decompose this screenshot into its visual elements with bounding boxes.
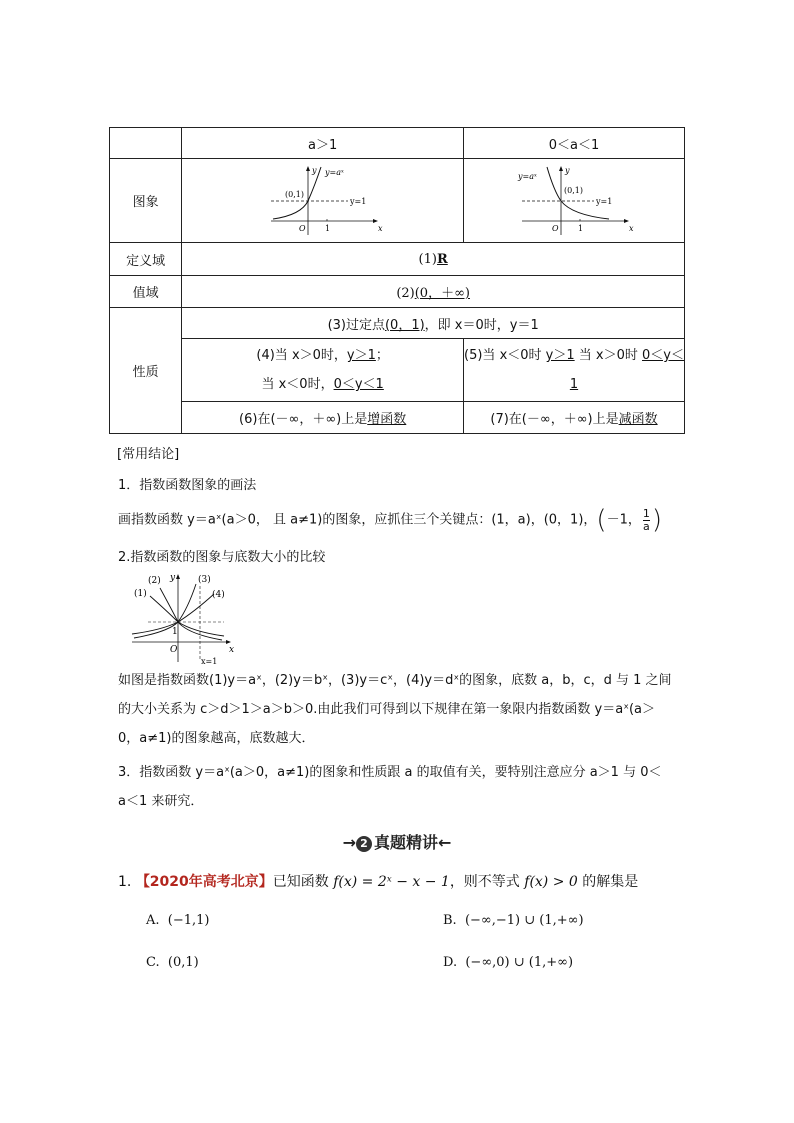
property-5-line2 — [464, 370, 684, 399]
option-a[interactable] — [146, 913, 210, 928]
property-4-line1 — [182, 341, 463, 370]
graph-x-label: x — [629, 223, 634, 233]
option-b-label: B. — [443, 913, 457, 928]
header-a-between: 0＜a＜1 — [464, 128, 685, 159]
stem-prefix: 已知函数 — [272, 874, 329, 890]
graph-a-lt-1-cell — [464, 159, 685, 243]
question-stem — [118, 871, 638, 891]
question-source: 【2020年高考北京】 — [135, 874, 273, 890]
item3-text — [118, 758, 678, 816]
option-b[interactable] — [443, 913, 584, 928]
p4-line2-value: 0＜y＜1 — [333, 377, 384, 392]
stem-mid: ，则不等式 — [449, 874, 520, 890]
graph-line-label: y=1 — [596, 196, 613, 206]
graph-line-label: y=1 — [349, 196, 366, 206]
fixed-point-value: (0，1) — [384, 317, 425, 333]
conclusions-heading: [常用结论] — [117, 447, 180, 462]
graph-y-label: y — [565, 165, 570, 175]
item1-point-prefix: －1， — [606, 512, 641, 528]
p7-prefix: (7)在(－∞，＋∞)上是 — [490, 412, 619, 427]
p4-line1-prefix: (4)当 x＞0时， — [256, 348, 347, 363]
graph-curve-label: y=aˣ — [518, 171, 537, 181]
fixed-point-prefix: (3)过定点 — [327, 317, 385, 333]
p5-value1: y＞1 — [545, 348, 575, 363]
property-5-cell — [464, 339, 685, 402]
banner-number-badge: 2 — [356, 836, 372, 852]
property-4-line2 — [182, 370, 463, 399]
option-d-value: (−∞,0) ∪ (1,+∞) — [465, 955, 574, 970]
fixed-point-cell — [182, 308, 685, 339]
option-d-label: D. — [443, 955, 458, 970]
row-label-graph: 图象 — [110, 159, 182, 243]
graph-x-label: x — [377, 223, 383, 233]
stem-function: f(x) = 2ˣ − x − 1 — [333, 874, 450, 890]
p6-prefix: (6)在(－∞，＋∞)上是 — [239, 412, 368, 427]
p4-line1-suffix: ； — [375, 348, 389, 363]
item2-text-line1: 如图是指数函数(1)y＝aˣ，(2)y＝bˣ，(3)y＝cˣ，(4)y＝dˣ的图象，底数 a，b，c，d 与 1 之间 — [118, 673, 672, 688]
p5-value2-tail: 1 — [569, 377, 579, 392]
graph-a-gt-1-cell — [182, 159, 464, 243]
option-c[interactable] — [146, 955, 199, 970]
banner-title: 真题精讲 — [373, 833, 438, 852]
stem-suffix: 的解集是 — [582, 874, 639, 890]
option-d[interactable] — [443, 955, 573, 970]
range-value-cell — [182, 276, 685, 308]
graph-a-lt-1 — [514, 163, 634, 239]
graph-curve-label: y=aˣ — [324, 167, 344, 177]
origin-label: O — [170, 645, 178, 655]
item3-text-line2: a＜1 来研究． — [118, 794, 204, 809]
x-axis-label: x — [229, 645, 235, 655]
option-c-value: (0,1) — [167, 955, 199, 970]
curve-2-label: (2) — [148, 576, 161, 586]
header-a-gt-1: a＞1 — [182, 128, 464, 159]
banner-left-arrow-icon: → — [342, 833, 356, 852]
row-label-range: 值域 — [110, 276, 182, 308]
graph-one-label: 1 — [578, 223, 584, 233]
y-axis-label: y — [170, 573, 176, 583]
x-equals-1-label: x=1 — [201, 657, 218, 666]
fixed-point-suffix: ，即 x＝0时，y＝1 — [424, 317, 539, 333]
option-c-label: C. — [146, 955, 160, 970]
graph-one-label: 1 — [324, 223, 330, 233]
stem-inequality: f(x) > 0 — [524, 874, 578, 890]
item1-text-body: 画指数函数 y＝aˣ(a＞0， 且 a≠1)的图象，应抓住三个关键点：(1，a)，(0，1)， — [118, 512, 597, 528]
item1-title: 1．指数函数图象的画法 — [118, 478, 257, 493]
domain-value: R — [436, 251, 448, 267]
domain-value-cell — [182, 243, 685, 276]
p7-value: 减函数 — [618, 412, 658, 427]
item2-title: 2.指数函数的图象与底数大小的比较 — [118, 550, 326, 565]
p4-line2-prefix: 当 x＜0时， — [261, 377, 334, 392]
range-value: (0，＋∞) — [414, 286, 470, 301]
property-6-cell — [182, 402, 464, 434]
p5-value2: 0＜y＜ — [642, 348, 684, 363]
graph-y-label: y — [311, 165, 317, 175]
item2-text-line3: 0，a≠1)的图象越高，底数越大． — [118, 731, 315, 746]
one-label: 1 — [172, 627, 178, 637]
item1-text: 画指数函数 y＝aˣ(a＞0， 且 a≠1)的图象，应抓住三个关键点：(1，a)，(0，1)，(－1， $\frac{1}{a}$ ) — [118, 505, 662, 535]
graph-point-label: (0,1) — [564, 185, 583, 195]
frac-den: a — [642, 519, 650, 533]
question-number: 1. — [118, 874, 132, 890]
p4-line1-value: y＞1 — [346, 348, 376, 363]
property-7-cell — [464, 402, 685, 434]
header-empty-cell — [110, 128, 182, 159]
row-label-domain: 定义域 — [110, 243, 182, 276]
property-4-cell — [182, 339, 464, 402]
item2-explanation — [118, 666, 678, 753]
graph-a-gt-1 — [263, 163, 383, 239]
p6-value: 增函数 — [367, 412, 407, 427]
p5-prefix: (5)当 x＜0时 — [464, 348, 546, 363]
exponential-properties-table — [109, 127, 685, 434]
item3-text-line1: 3．指数函数 y＝aˣ(a＞0，a≠1)的图象和性质跟 a 的取值有关，要特别注意应分 a＞1 与 0＜ — [118, 765, 662, 780]
curve-4-label: (4) — [212, 590, 225, 600]
row-label-properties: 性质 — [110, 308, 182, 434]
item2-text-line2: 的大小关系为 c＞d＞1＞a＞b＞0.由此我们可得到以下规律在第一象限内指数函数 y＝aˣ(a＞ — [118, 702, 656, 717]
property-5-line1 — [464, 341, 684, 370]
range-prefix: (2) — [396, 286, 415, 301]
graph-point-label: (0,1) — [284, 189, 304, 199]
option-a-value: (−1,1) — [167, 913, 210, 928]
frac-num: 1 — [642, 506, 650, 520]
banner-right-arrow-icon: ← — [438, 833, 452, 852]
graph-origin-label: O — [298, 223, 306, 233]
graph-origin-label: O — [552, 223, 559, 233]
p5-mid: 当 x＞0时 — [574, 348, 643, 363]
curve-1-label: (1) — [134, 589, 147, 599]
base-comparison-graph — [128, 570, 238, 668]
option-b-value: (−∞,−1) ∪ (1,+∞) — [464, 913, 584, 928]
fraction-1-over-a — [643, 508, 650, 533]
domain-prefix: (1) — [418, 251, 437, 267]
curve-3-label: (3) — [198, 575, 211, 585]
section-banner — [0, 830, 794, 853]
option-a-label: A. — [146, 913, 160, 928]
